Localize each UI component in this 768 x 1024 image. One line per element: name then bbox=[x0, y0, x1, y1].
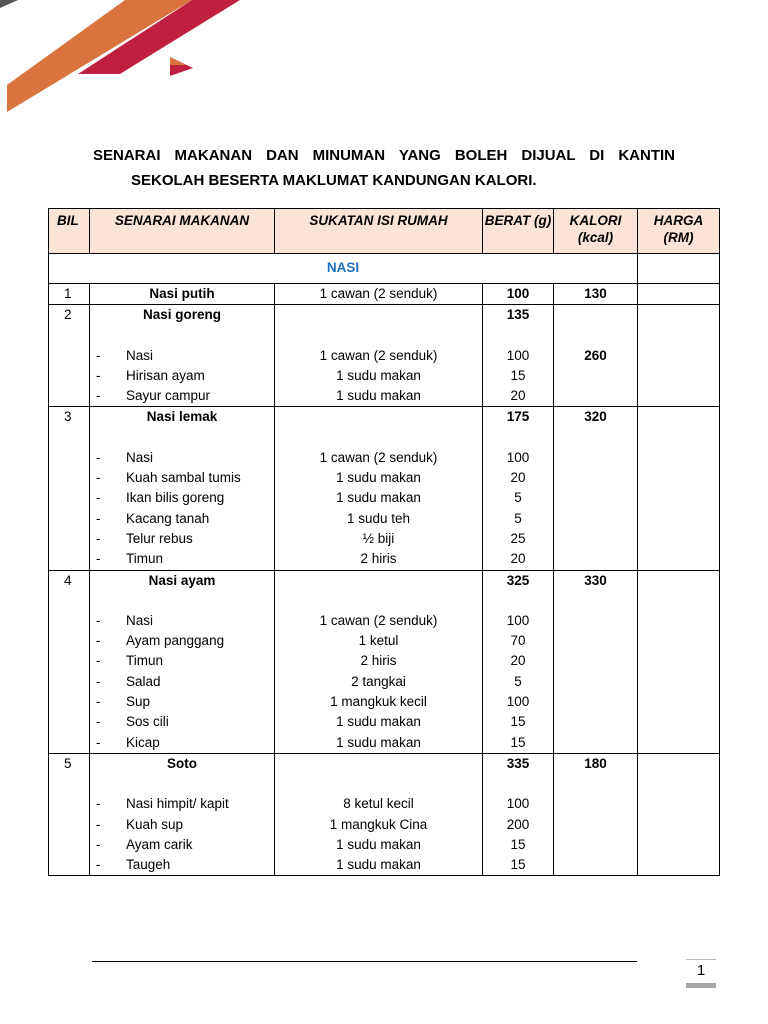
ingredient-name: Sup bbox=[126, 694, 151, 710]
ingredient-item bbox=[90, 631, 274, 651]
dish-sukatan: 1 cawan (2 senduk) bbox=[319, 286, 438, 301]
dish-name: Nasi ayam bbox=[148, 572, 216, 588]
berat-cell bbox=[483, 284, 554, 305]
ingredient-name: Nasi bbox=[126, 612, 154, 628]
row-gap bbox=[483, 591, 553, 611]
row-gap bbox=[90, 326, 274, 346]
ingredient-name: Taugeh bbox=[126, 857, 171, 873]
header-kalori: KALORI (kcal) bbox=[554, 209, 638, 254]
berat-cell bbox=[483, 570, 554, 753]
kalori-cell bbox=[554, 570, 638, 753]
ingredient-item bbox=[90, 448, 274, 468]
ingredient-berat: 15 bbox=[510, 367, 526, 383]
ingredient-berat: 25 bbox=[510, 530, 526, 546]
dish-name: Nasi putih bbox=[149, 286, 215, 301]
makanan-cell bbox=[90, 570, 275, 753]
ingredient-dash: - bbox=[96, 816, 101, 832]
makanan-cell bbox=[90, 284, 275, 305]
row-gap bbox=[90, 591, 274, 611]
ingredient-sukatan: 1 sudu makan bbox=[336, 367, 421, 383]
header-harga: HARGA (RM) bbox=[638, 209, 720, 254]
ingredient-sukatan: 1 mangkuk kecil bbox=[330, 694, 427, 710]
ingredient-berat: 5 bbox=[514, 510, 522, 526]
dish-berat: 325 bbox=[506, 572, 530, 588]
dish-sukatan bbox=[275, 305, 482, 325]
ingredient-item bbox=[90, 468, 274, 488]
ingredient-dash: - bbox=[96, 347, 101, 363]
dish-berat: 100 bbox=[506, 286, 530, 301]
ingredient-dash: - bbox=[96, 653, 101, 669]
bil-number: 1 bbox=[64, 286, 72, 301]
ingredient-sukatan: 1 sudu makan bbox=[336, 490, 421, 506]
ingredient-item bbox=[90, 855, 274, 875]
footer-rule bbox=[92, 961, 637, 962]
harga-cell bbox=[638, 570, 720, 753]
ingredient-berat: 200 bbox=[506, 816, 530, 832]
dish-kalori: 330 bbox=[584, 572, 607, 588]
ingredient-sukatan: 1 ketul bbox=[358, 633, 399, 649]
bil-number: 5 bbox=[64, 755, 72, 771]
section-row bbox=[49, 254, 720, 284]
ingredient-dash: - bbox=[96, 388, 101, 404]
row-gap bbox=[483, 774, 553, 794]
dish-berat: 135 bbox=[506, 307, 530, 323]
ingredient-berat: 100 bbox=[506, 612, 530, 628]
ingredient-item bbox=[90, 672, 274, 692]
row-gap bbox=[275, 428, 482, 448]
berat-cell bbox=[483, 305, 554, 407]
bil-cell bbox=[49, 753, 90, 875]
harga-cell bbox=[638, 254, 720, 284]
ingredient-dash: - bbox=[96, 836, 101, 852]
ingredient-dash: - bbox=[96, 470, 101, 486]
table-row bbox=[49, 570, 720, 753]
ingredient-name: Salad bbox=[126, 673, 161, 689]
kalori-cell bbox=[554, 284, 638, 305]
ingredient-name: Timun bbox=[126, 551, 164, 567]
ingredient-sukatan: 1 sudu makan bbox=[336, 714, 421, 730]
ingredient-sukatan: 1 mangkuk Cina bbox=[329, 816, 428, 832]
ingredient-name: Nasi himpit/ kapit bbox=[126, 796, 229, 812]
table-row bbox=[49, 407, 720, 570]
dish-name: Soto bbox=[167, 755, 197, 771]
makanan-cell bbox=[90, 305, 275, 407]
ingredient-berat: 15 bbox=[510, 857, 526, 873]
bil-number: 2 bbox=[64, 307, 72, 323]
row-gap bbox=[275, 326, 482, 346]
dish-name: Nasi lemak bbox=[146, 409, 218, 425]
orange-stripe bbox=[7, 0, 192, 112]
row-gap bbox=[483, 326, 553, 346]
page-number-bar bbox=[686, 983, 716, 988]
bil-cell bbox=[49, 284, 90, 305]
table-row bbox=[49, 305, 720, 407]
title-line-2: SEKOLAH BESERTA MAKLUMAT KANDUNGAN KALORI. bbox=[131, 172, 537, 189]
ingredient-sukatan: 1 cawan (2 senduk) bbox=[319, 347, 438, 363]
berat-cell bbox=[483, 753, 554, 875]
ingredient-berat: 5 bbox=[514, 673, 522, 689]
ingredient-dash: - bbox=[96, 734, 101, 750]
section-label: NASI bbox=[49, 254, 638, 284]
ingredient-sukatan: 1 cawan (2 senduk) bbox=[319, 612, 438, 628]
ingredient-item bbox=[90, 386, 274, 406]
ingredient-berat: 100 bbox=[506, 449, 530, 465]
makanan-cell bbox=[90, 753, 275, 875]
row-gap bbox=[275, 591, 482, 611]
ingredient-berat: 70 bbox=[510, 633, 526, 649]
ingredient-name: Ayam panggang bbox=[126, 633, 225, 649]
ingredient-berat: 100 bbox=[506, 347, 530, 363]
kalori-cell bbox=[554, 305, 638, 407]
ingredient-name: Ayam carik bbox=[126, 836, 193, 852]
food-table bbox=[48, 208, 720, 876]
decorative-header-stripes bbox=[0, 0, 260, 120]
ingredient-dash: - bbox=[96, 490, 101, 506]
dish-kalori: 130 bbox=[584, 286, 607, 301]
ingredient-dash: - bbox=[96, 714, 101, 730]
ingredient-name: Nasi bbox=[126, 347, 154, 363]
ingredient-sukatan: 1 sudu teh bbox=[346, 510, 411, 526]
ingredient-sukatan: 1 sudu makan bbox=[336, 388, 421, 404]
title-line-1: SENARAI MAKANAN DAN MINUMAN YANG BOLEH DIJUAL DI KANTIN bbox=[93, 147, 675, 164]
header-sukatan: SUKATAN ISI RUMAH bbox=[275, 209, 483, 254]
ingredient-sukatan: 1 sudu makan bbox=[336, 857, 421, 873]
ingredient-sukatan: ½ biji bbox=[362, 530, 395, 546]
ingredient-dash: - bbox=[96, 694, 101, 710]
dish-sukatan bbox=[275, 571, 482, 591]
dish-name: Nasi goreng bbox=[142, 307, 221, 323]
ingredient-item bbox=[90, 529, 274, 549]
kalori-cell bbox=[554, 407, 638, 570]
dish-kalori: 260 bbox=[584, 347, 607, 363]
ingredient-dash: - bbox=[96, 510, 101, 526]
dish-berat: 175 bbox=[506, 409, 530, 425]
ingredient-sukatan: 1 sudu makan bbox=[336, 836, 421, 852]
dish-kalori: 320 bbox=[584, 409, 607, 425]
row-gap bbox=[90, 428, 274, 448]
row-gap bbox=[483, 428, 553, 448]
header-bil: BIL bbox=[49, 209, 90, 254]
kalori-cell bbox=[554, 753, 638, 875]
ingredient-berat: 15 bbox=[510, 734, 526, 750]
ingredient-berat: 5 bbox=[514, 490, 522, 506]
sukatan-cell bbox=[275, 570, 483, 753]
sukatan-cell bbox=[275, 284, 483, 305]
page-number: 1 bbox=[696, 962, 706, 979]
ingredient-sukatan: 2 tangkai bbox=[351, 673, 406, 689]
ingredient-name: Kuah sambal tumis bbox=[126, 470, 241, 486]
dish-berat: 335 bbox=[506, 755, 530, 771]
ingredient-dash: - bbox=[96, 612, 101, 628]
ingredient-item bbox=[90, 488, 274, 508]
ingredient-item bbox=[90, 692, 274, 712]
ingredient-name: Kacang tanah bbox=[126, 510, 210, 526]
dish-sukatan bbox=[275, 754, 482, 774]
ingredient-berat: 20 bbox=[510, 551, 526, 567]
blank-line bbox=[554, 305, 637, 325]
harga-cell bbox=[638, 284, 720, 305]
ingredient-sukatan: 8 ketul kecil bbox=[343, 796, 414, 812]
ingredient-name: Sos cili bbox=[126, 714, 169, 730]
bil-number: 3 bbox=[64, 409, 72, 425]
ingredient-name: Sayur campur bbox=[126, 388, 211, 404]
ingredient-item bbox=[90, 346, 274, 366]
bil-number: 4 bbox=[64, 572, 72, 588]
ingredient-dash: - bbox=[96, 367, 101, 383]
ingredient-sukatan: 1 sudu makan bbox=[336, 734, 421, 750]
ingredient-name: Nasi bbox=[126, 449, 154, 465]
harga-cell bbox=[638, 407, 720, 570]
header-senarai-makanan: SENARAI MAKANAN bbox=[90, 209, 275, 254]
ingredient-item bbox=[90, 794, 274, 814]
row-gap bbox=[275, 774, 482, 794]
ingredient-item bbox=[90, 366, 274, 386]
ingredient-name: Kicap bbox=[126, 734, 160, 750]
row-gap bbox=[554, 326, 637, 346]
table-row bbox=[49, 753, 720, 875]
sukatan-cell bbox=[275, 407, 483, 570]
ingredient-item bbox=[90, 611, 274, 631]
ingredient-sukatan: 2 hiris bbox=[360, 653, 397, 669]
sukatan-cell bbox=[275, 753, 483, 875]
ingredient-berat: 100 bbox=[506, 694, 530, 710]
sukatan-cell bbox=[275, 305, 483, 407]
page-number-rule bbox=[686, 959, 716, 960]
ingredient-item bbox=[90, 651, 274, 671]
document-title bbox=[93, 143, 675, 193]
ingredient-berat: 20 bbox=[510, 388, 526, 404]
ingredient-name: Telur rebus bbox=[126, 530, 193, 546]
header-berat: BERAT (g) bbox=[483, 209, 554, 254]
ingredient-dash: - bbox=[96, 673, 101, 689]
ingredient-dash: - bbox=[96, 857, 101, 873]
dish-sukatan bbox=[275, 407, 482, 427]
corner-mark bbox=[0, 0, 18, 8]
bil-cell bbox=[49, 305, 90, 407]
makanan-cell bbox=[90, 407, 275, 570]
ingredient-item bbox=[90, 712, 274, 732]
ingredient-sukatan: 1 sudu makan bbox=[336, 470, 421, 486]
ingredient-berat: 15 bbox=[510, 836, 526, 852]
ingredient-name: Timun bbox=[126, 653, 164, 669]
ingredient-dash: - bbox=[96, 449, 101, 465]
table-header-row bbox=[49, 209, 720, 254]
ingredient-name: Hirisan ayam bbox=[126, 367, 205, 383]
ingredient-berat: 20 bbox=[510, 470, 526, 486]
ingredient-item bbox=[90, 733, 274, 753]
ingredient-name: Kuah sup bbox=[126, 816, 184, 832]
harga-cell bbox=[638, 753, 720, 875]
harga-cell bbox=[638, 305, 720, 407]
ingredient-item bbox=[90, 509, 274, 529]
ingredient-item bbox=[90, 815, 274, 835]
row-gap bbox=[90, 774, 274, 794]
ingredient-dash: - bbox=[96, 796, 101, 812]
table-row bbox=[49, 284, 720, 305]
berat-cell bbox=[483, 407, 554, 570]
ingredient-berat: 15 bbox=[510, 714, 526, 730]
ingredient-name: Ikan bilis goreng bbox=[126, 490, 225, 506]
ingredient-sukatan: 2 hiris bbox=[360, 551, 397, 567]
dish-kalori: 180 bbox=[584, 755, 607, 771]
ingredient-item bbox=[90, 549, 274, 569]
ingredient-berat: 20 bbox=[510, 653, 526, 669]
bil-cell bbox=[49, 407, 90, 570]
bil-cell bbox=[49, 570, 90, 753]
ingredient-berat: 100 bbox=[506, 796, 530, 812]
ingredient-item bbox=[90, 835, 274, 855]
ingredient-dash: - bbox=[96, 530, 101, 546]
ingredient-sukatan: 1 cawan (2 senduk) bbox=[319, 449, 438, 465]
ingredient-dash: - bbox=[96, 551, 101, 567]
ingredient-dash: - bbox=[96, 633, 101, 649]
